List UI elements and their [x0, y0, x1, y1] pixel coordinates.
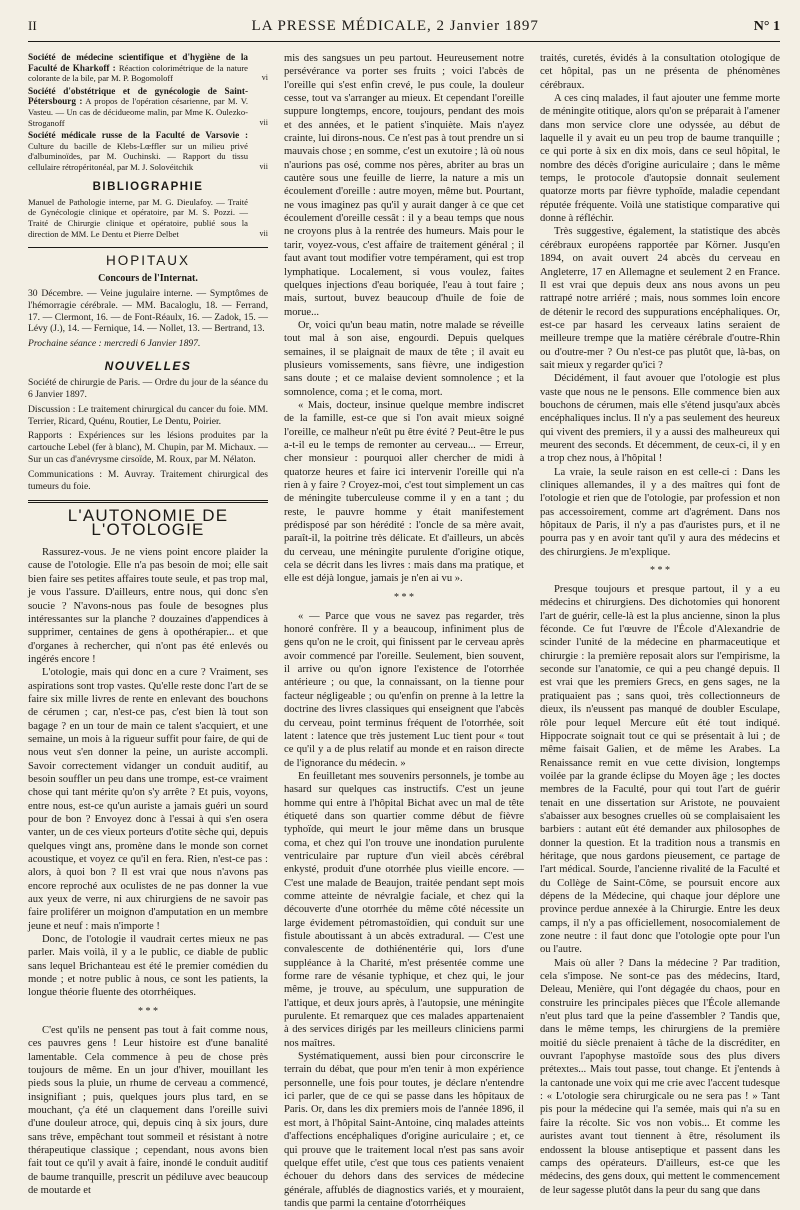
article-paragraph: Systématiquement, aussi bien pour circonscrire le terrain du débat, que pour m'en tenir à mon expérience personnelle, une fois pour toutes, je déclare n'entendre ici parler, que de ce qui se passe dans les hôpitaux de Paris. Or, dans les dix premiers mois de l'année 1896, il est mort, à l'hôpital Saint-Antoine, cinq malades atteints d'affections encéphaliques d'origine auriculaire ; et, ce qui prouve que le traitement local n'est pas sans avoir quelque effet utile, c'est que tous ces patients venaient échouer du dehors dans des services de médecine générale, affublés de diagnostics variés, et y mouraient, tandis que parmi la centaine d'otorrhéiques	[284, 1051, 524, 1209]
article-paragraph: « Mais, docteur, insinue quelque membre indiscret de la famille, est-ce que si l'on avait mieux soigné l'oreille, ce malheur n'eût pu être évité ? Peut-être le pus a-t-il eu le temps de remonter au cerveau... — Erreur, cher monsieur : pourquoi aller chercher de midi à quatorze heures et faire ici intervenir l'oreille qui n'a rien à y faire ? Croyez-moi, c'est tout simplement un cas de méningite tuberculeuse comme il y en a tant ; du reste, le pauvre homme y était manifestement prédisposé par son hérédité : l'oncle de sa mère avait, paraît-il, la poitrine très délicate. Et d'ailleurs, un abcès du cerveau, une méningite purulente d'origine otique, cela se décrit dans les livres : mais dans ma pratique, et elle est déjà longue, jamais je n'en ai vu ».	[284, 399, 524, 585]
toc-entry	[28, 52, 268, 84]
section-divider	[28, 247, 268, 248]
article-paragraph: Décidément, il faut avouer que l'otologie est plus vaste que nous ne le pensons. Elle commence bien aux bouchons de cérumen, mais elle s'étend jusqu'aux abcès encéphaliques inclus. Il n'y a pas seulement des heureux qui vivent des premiers, il y a aussi des malheureux qui meurent des seconds. Et décemment, de ceux-ci, il y en a trop chez nous, à l'hôpital !	[540, 373, 780, 465]
journal-title: LA PRESSE MÉDICALE, 2 Janvier 1897	[251, 18, 539, 34]
hopitaux-subheading: Concours de l'Internat.	[98, 272, 198, 284]
nouvelles-paragraph: Société de chirurgie de Paris. — Ordre du jour de la séance du 6 Janvier 1897.	[28, 377, 268, 401]
article-paragraph: A ces cinq malades, il faut ajouter une femme morte de méningite otitique, alors qu'on se préparait à l'amener dans mon service clore une odyssée, au début de laquelle il y avait eu un peu trop de baume tranquille ; ce qui porte à six en dix mois, dans ce seul hôpital, le nombre des décès d'origine auriculaire ; dans le même temps, le protocole d'autopsie donnait seulement quatorze morts par fièvre typhoïde, maladie cependant réputée fréquente. Voilà une statistique comparative qui donne à réfléchir.	[540, 93, 780, 225]
hopitaux-next-session: Prochaine séance : mercredi 6 Janvier 1897.	[28, 338, 201, 350]
toc-entry-title: Société de médecine scientifique et d'hygiène de la Faculté de Kharkoff :	[28, 52, 248, 73]
nouvelles-heading: NOUVELLES	[104, 358, 192, 373]
bibliographie-heading: BIBLIOGRAPHIE	[92, 180, 204, 193]
article-paragraph: mis des sangsues un peu partout. Heureusement notre persévérance va porter ses fruits ; voici l'abcès de l'oreille qui s'est enfin crevé, le pus coule, la douleur cesse, tout va s'arranger au mieux. Et cependant l'oreille suppure longtemps, encore, toujours, pendant des mois et des années, et le patient s'inquiète. Mais n'ayez crainte, lui dirons-nous. Ce n'est pas à tout prendre un si mauvais chose ; en somme, c'est un exutoire ; là où nous n'aurions pas osé, comme nos pères, abriter au bras un cautère sous une feuille de lierre, la nature a mis un écoulement d'oreille : autre moyen, même but. Pourtant, ne vous imaginez pas qu'il y aurait danger à ce que cet écoulement d'oreille cessât : il y a beau temps que nous ne croyons plus à la rentrée des humeurs. Mais pour le tarir, voyez-vous, c'est affaire de traitement général ; il faut avant tout modifier votre tempérament, qui est trop lymphatique. Localement, si vous voulez, faites quelques injections d'eau boriquée, l'eau à tout faire ; mais, surtout, buvez beaucoup d'huile de foie de morue...	[284, 53, 524, 318]
hopitaux-heading: HOPITAUX	[105, 253, 190, 269]
article-paragraph: La vraie, la seule raison en est celle-ci : Dans les cliniques allemandes, il y a des maîtres qui font de l'otologie et rien que de l'otologie, par profession et non pas accessoirement, comme art d'agrément. Dans nos hôpitaux de Paris, il n'y a pas d'auristes purs, et il ne pourra pas y en avoir tant qu'il y aura des médecins et des chirurgiens. Je m'explique.	[540, 466, 780, 558]
toc-entry-text: A propos de l'opération césarienne, par M. V. Vasteu. — Un cas de décidueome malin, par Mme K. Oulezko-Stroganoff	[28, 96, 248, 128]
section-stars: * * *	[138, 1005, 158, 1017]
toc-entry-page: vi	[261, 73, 268, 83]
article-paragraph: « — Parce que vous ne savez pas regarder, très honoré confrère. Il y a beaucoup, infiniment plus de gens qu'on ne le croit, qui finissent par le cerveau après avoir commencé par l'oreille. Seulement, bien souvent, il arrive ou qu'on ignore l'existence de l'otorrhée antérieure ; ou que, la connaissant, on la tienne pour facteur négligeable ; ou qu'enfin on prenne à la lettre la doctrine des livres classiques qui enseignent que l'abcès du cerveau, point terminus fréquent de l'otorrhée, soit latent : latence que très justement Luc tient pour « tout ce qu'il y a de plus relatif au monde et en raison directe de l'ignorance du médecin. »	[284, 610, 524, 769]
bibliographie-text: Manuel de Pathologie interne, par M. G. Dieulafoy. — Traité de Gynécologie clinique et opératoire, par M. S. Pozzi. — Traité de Chirurgie clinique et opératoire, publié sous la direction de MM. Le Dentu et Pierre Delbet	[28, 196, 248, 239]
nouvelles-paragraph: Discussion : Le traitement chirurgical du cancer du foie. MM. Terrier, Ricard, Quénu, Routier, Le Dentu, Poirier.	[28, 403, 268, 427]
article-paragraph: Presque toujours et presque partout, il y a eu médecins et chirurgiens. Des dichotomies qui honorent l'art de guérir, celle-là est la plus ancienne, sinon la plus féconde. Ce fut l'œuvre de l'École d'Alexandrie de scinder l'unité de la médecine en pharmaceutique et chirurgie : la première reposait alors sur l'empirisme, la seconde sur l'anatomie, ce qui a peu changé depuis. Il est vrai que les premiers Grecs, en gens sages, ne la pratiquaient pas ; sans quoi, très collectionneurs de dieux, ils n'eussent pas manqué de doubler Esculape, rôle pour lequel Mercure eût été tout indiqué. Hippocrate soignait tout ce qui se présentait à lui ; de même faisait Galien, et de même les Arabes. La Renaissance remit en vue cette division, longtemps voilée par la grande éclipse du Moyen âge ; les doctes membres de la Faculté, pour qui tout l'art de guérir tenait en une dissertation sur Aristote, ne pouvaient s'abaisser aux besognes cruelles où se complaisaient les barbiers : autant eût été demander aux philosophes de donner la question. Et la tradition nous a transmis en héritage, que nous gardons pieusement, ce partage de l'art médical. Sourde, l'ancienne rivalité de la Faculté et du Collège de Saint-Côme, se poursuit encore aux dépens de la Médecine, qui chaque jour déplore une province perdue annexée à la Chirurgie. Entre les deux camps, il n'y a pas officiellement, nosocomialement de zone neutre : il faut donc que l'otologie opte pour l'un ou l'autre.	[540, 584, 780, 956]
article-paragraph: Rassurez-vous. Je ne viens point encore plaider la cause de l'otologie. Elle n'a pas besoin de moi; elle sait bien faire ses petites affaires toute seule, et pas trop mal, je vous l'assure. D'ailleurs, entre nous, qui donc s'en soucie ? N'avons-nous pas foule de besognes plus intéressantes sur la planche ? douzaines d'appendices à supprimer, centaines de gens à opothérapier... et que d'organes à rechercher, qui n'ont pas été enlevés ou ingérés encore !	[28, 547, 268, 665]
page-number: II	[28, 18, 37, 33]
hopitaux-text: 30 Décembre. — Veine jugulaire interne. — Symptômes de l'hémorragie cérébrale. — MM. Bacaloglu, 18. — Ferrand, 17. — Clermont, 16. — de Font-Réaulx, 16. — Zadok, 15. — Lévy (J.), 14. — Fernique, 14. — Nollet, 13. — Bertrand, 13.	[28, 287, 268, 335]
section-stars: * * *	[394, 591, 414, 603]
section-stars: * * *	[650, 565, 670, 577]
issue-number: N° 1	[753, 19, 780, 34]
article-title: L'AUTONOMIE DE L'OTOLOGIE	[67, 506, 229, 539]
toc-entry-page: vii	[259, 161, 268, 171]
article-paragraph: En feuilletant mes souvenirs personnels, je tombe au hasard sur quelques cas instructifs. C'est un jeune homme qui entre à l'hôpital Bichat avec un mal de tête étiqueté dans son quartier comme début de fièvre typhoïde, qui meurt le jour même dans un brusque coma, et chez qui l'on trouve une inondation purulente ventriculaire par rupture d'un vieil abcès cérébral enkysté, produit d'une otorrhée plus vieille encore. — C'est une malade de Beaujon, traitée pendant sept mois comme atteinte de névralgie faciale, et chez qui la découverte d'une otorrhée du même côté nécessite un large évidement pétromastoïdien, qui conduit sur une fistule aboutissant à un abcès extradural. — C'est une convalescente de dothiénentérie qui, lors d'une suppléance à la Charité, m'est présentée comme une forme rare de vésanie typhique, et chez qui, le jour même, je trouve, au spéculum, une suppuration de l'attique, et deux jours après, à l'autopsie, une méningite purulente. Et remarquez que ces malades appartenaient à des services dirigés par les meilleurs cliniciens parmi nos maîtres.	[284, 770, 524, 1049]
article-divider	[28, 500, 268, 503]
toc-entry-text: Culture du bacille de Klebs-Lœffler sur un milieu privé d'albuminoïdes, par M. Ouchinski. — Rapport du tissu cellulaire rétropéritonéal, par M. J. Solovéitchik	[28, 140, 248, 172]
nouvelles-paragraph: Communications : M. Auvray. Traitement chirurgical des tumeurs du foie.	[28, 468, 268, 492]
running-head	[28, 18, 780, 42]
column-2	[284, 52, 524, 1209]
article-paragraph: Or, voici qu'un beau matin, notre malade se réveille tout mal à son aise, engourdi. Depuis quelques semaines, il se plaignait de maux de tête ; il avait eu plusieurs vomissements, sans fièvre, une indigestion sans doute ; et ce malaise devient somnolence ; et la somnolence, coma ; et le coma, mort.	[284, 319, 524, 398]
newspaper-page	[28, 18, 780, 1209]
bibliographie-entry	[28, 197, 268, 239]
column-3	[540, 52, 780, 1196]
toc-entry	[28, 86, 268, 128]
toc-entry-title: Société médicale russe de la Faculté de Varsovie :	[28, 130, 248, 141]
article-paragraph: L'otologie, mais qui donc en a cure ? Vraiment, ses aspirations sont trop vastes. Qu'elle reste donc l'art de se faire six mille livres de rente en enlevant des bouchons de cérumen ; car, n'est-ce pas, c'est bien là tout son bagage ? en un tour de main ce talent s'acquiert, et une semaine, un mois à la rigueur suffit pour faire, de qui de nous veut s'en donner la peine, un auriste accompli. Savoir correctement vidanger un conduit auditif, au besoin souffler un peu dans une trompe, est-ce vraiment chose qui tant mérite qu'on s'y arrête ? Et puis, voyons, entre nous, est-ce qu'un auriste a jamais guéri un sourd pour de bon ? Envoyez donc à l'essai à qui s'en osera vanter, un de ces vieux porteurs d'otite sèche qui, depuis quelques vingt ans, promène dans le monde son cornet acoustique, et voyez ce qu'il en fera. Rien, n'est-ce pas : alors, à quoi bon ? Il est vrai que nous n'avons pas encore reproché aux oculistes de ne pas donner la vue aux yeux de verre, ni aux chirurgiens de ne savoir pas faire proliférer un moignon d'amputation en un membre jeune et neuf : mais n'importe !	[28, 667, 268, 932]
article-paragraph: Très suggestive, également, la statistique des abcès cérébraux européens rapportée par Körner. Jusqu'en 1894, on avait ouvert 24 abcès du cerveau en Angleterre, 17 en Allemagne et seulement 2 en France. Il est vrai que depuis deux ans nous avons un peu rattrapé notre arriéré ; mais, nous sommes loin encore de détenir le record des suppurations encéphaliques. Or, est-ce par hasard les cerveaux latins seraient de meilleure trempe que la matière cérébrale d'outre-Rhin ou d'outre-mer ? Ou n'est-ce pas plutôt que, là-bas, on sait mieux y regarder qu'ici ?	[540, 226, 780, 371]
article-paragraph: C'est qu'ils ne pensent pas tout à fait comme nous, ces pauvres gens ! Leur histoire est d'une banalité lamentable. Cela commence à peu de chose près toujours de même. En un jour d'hiver, mouillant les pieds sous la pluie, un rhume de cerveau a commencé, insignifiant ; puis, quelques jours plus tard, en se mouchant, ç'a été un claquement dans l'oreille suivi d'une douleur atroce, qui, depuis cinq à six jours, dure sans trêve, empêchant tout sommeil et résistant à notre thérapeutique classique ; cependant, nous avons bien fait tout ce qu'il y avait à faire, inondé le conduit auditif de baume tranquille, prescrit un pédiluve avec beaucoup de moutarde et	[28, 1024, 268, 1196]
toc-entry-title: Société d'obstétrique et de gynécologie de Saint-Pétersbourg :	[28, 85, 248, 107]
bibliographie-page: vii	[259, 228, 268, 238]
article-paragraph: Donc, de l'otologie il vaudrait certes mieux ne pas parler. Mais voilà, il y a le public, ce diable de public sans lequel Brichanteau est été le premier comédien du monde ; et notre public à nous, ce sont les patients, la longue théorie fluente des otorrhéiques.	[28, 934, 268, 999]
article-paragraph: traités, curetés, évidés à la consultation otologique de cet hôpital, pas un ne présenta de phénomènes cérébraux.	[540, 53, 780, 91]
toc-entry-text: Réaction colorimétrique de la nature colorante de la bile, par M. P. Bogomoloff	[28, 62, 248, 84]
nouvelles-paragraph: Rapports : Expériences sur les lésions produites par la cartouche Lebel (fer à blanc), M. Chupin, par M. Michaux. — Sur un cas d'anévrysme cirsoïde, M. Roux, par M. Nélaton.	[28, 430, 268, 466]
column-1	[28, 52, 268, 1196]
toc-entry	[28, 130, 268, 172]
toc-entry-page: vii	[259, 117, 268, 127]
article-paragraph: Mais où aller ? Dans la médecine ? Par tradition, cela s'impose. Ne sont-ce pas des médecins, Itard, Deleau, Menière, qui l'ont dégagée du chaos, pour en construire les principales pièces que l'École allemande n'eut plus tard que la peine d'assembler ? Tandis que, dans le même temps, les chirurgiens de la première moitié du siècle prenaient à tâche de la discréditer, en ouvrant l'apophyse mastoïde sous des plus divers prétextes... Mais tout passe, tout change. Et j'entends à la cantonade une voix qui me crie avec l'accent tudesque : « L'otologie sera chirurgicale ou ne sera pas ! » Tant pis pour la médecine qui l'a semée, mais qui n'a su en faire la récolte. Sic vos non vobis... Et comme les auristes avant tout tiennent à être, résolument ils endossent la blouse antiseptique et passent dans les camps des opérateurs. D'ailleurs, est-ce que les médecins, des gens doux, qui mettent le commencement de leur sagesse plutôt dans la peur du sang que dans	[540, 957, 780, 1196]
